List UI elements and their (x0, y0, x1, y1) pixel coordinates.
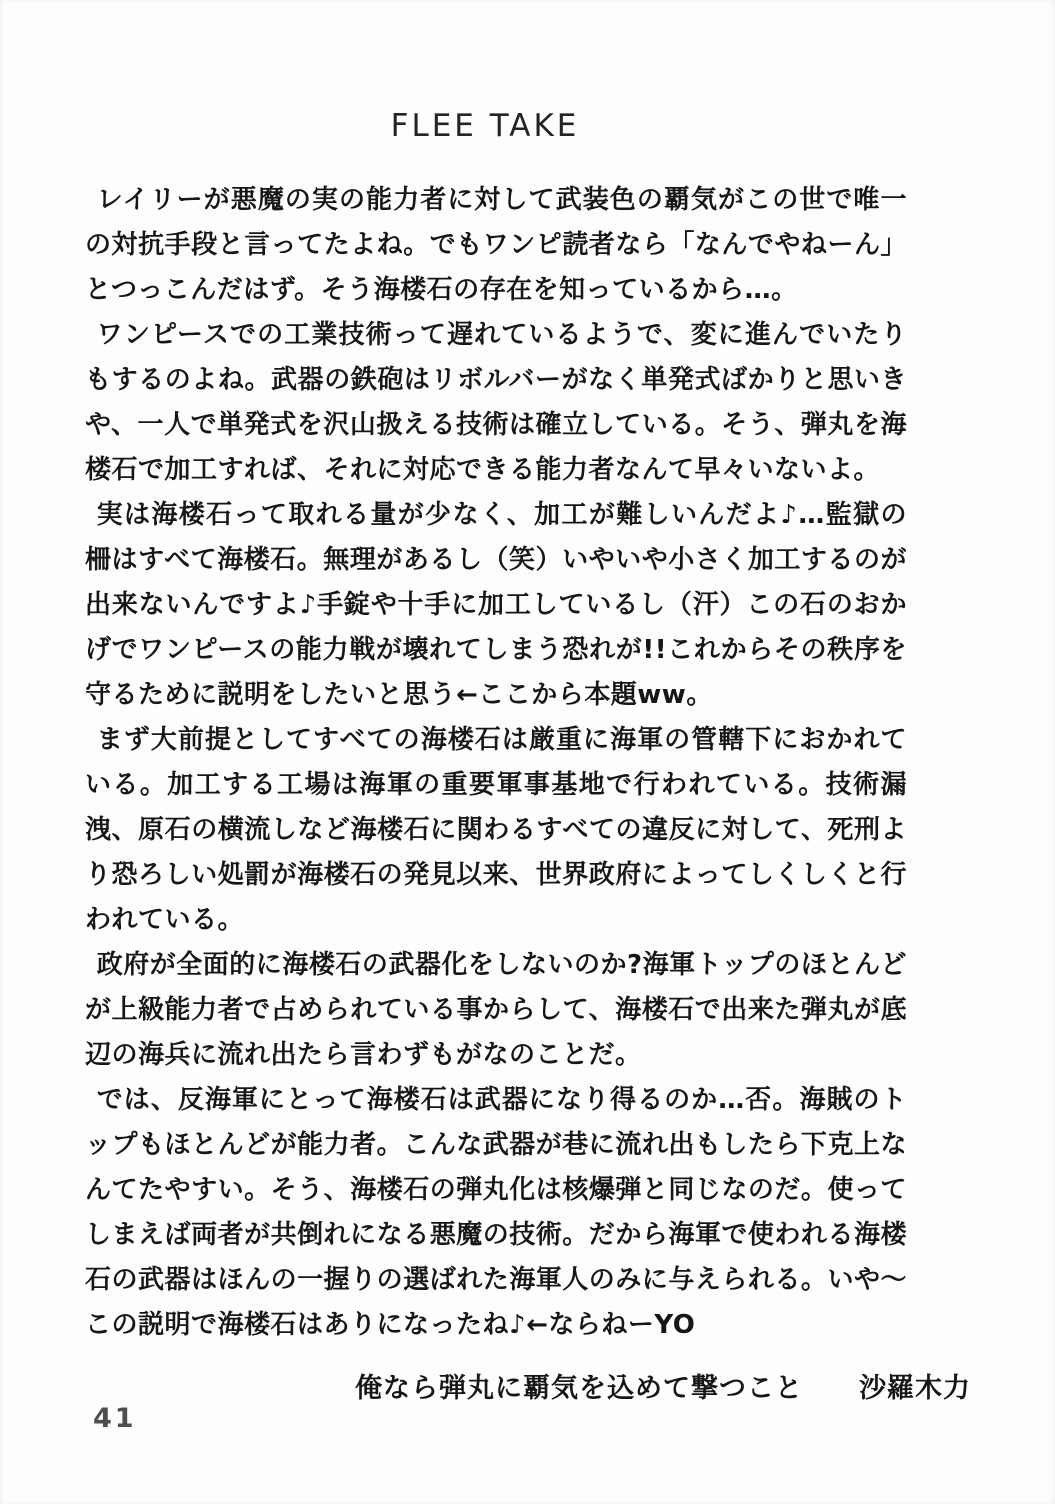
page-title: FLEE TAKE (390, 108, 580, 144)
body-text (85, 178, 907, 1348)
paragraph-5: 政府が全面的に海楼石の武器化をしないのか?海軍トップのほとんどが上級能力者で占められている事からして、海楼石で出来た弾丸が底辺の海兵に流れ出たら言わずもがなのことだ。 (85, 950, 907, 1070)
paragraph-4: まず大前提としてすべての海楼石は厳重に海軍の管轄下におかれている。加工する工場は海軍の重要軍事基地で行われている。技術漏洩、原石の横流しなど海楼石に関わるすべての違反に対して、死刑より恐ろしい処罰が海楼石の発見以来、世界政府によってしくしくと行われている。 (85, 725, 907, 935)
page-number: 41 (93, 1403, 137, 1434)
paragraph-2: ワンピースでの工業技術って遅れているようで、変に進んでいたりもするのよね。武器の鉄砲はリボルバーがなく単発式ばかりと思いきや、一人で単発式を沢山扱える技術は確立している。そう、弾丸を海楼石で加工すれば、それに対応できる能力者なんて早々いないよ。 (85, 320, 907, 485)
paragraph-1: レイリーが悪魔の実の能力者に対して武装色の覇気がこの世で唯一の対抗手段と言ってたよね。でもワンピ読者なら「なんでやねーん」とつっこんだはず。そう海楼石の存在を知っているから…。 (85, 185, 907, 305)
paragraph-6: では、反海軍にとって海楼石は武器になり得るのか…否。海賊のトップもほとんどが能力者。こんな武器が巷に流れ出もしたら下克上なんてたやすい。そう、海楼石の弾丸化は核爆弾と同じなのだ。使ってしまえば両者が共倒れになる悪魔の技術。だから海軍で使われる海楼石の武器はほんの一握りの選ばれた海軍人のみに与えられる。いや～この説明で海楼石はありになったね♪←ならねーYO (85, 1085, 907, 1340)
paragraph-3: 実は海楼石って取れる量が少なく、加工が難しいんだよ♪…監獄の柵はすべて海楼石。無理があるし（笑）いやいや小さく加工するのが出来ないんですよ♪手錠や十手に加工しているし（汗）この石のおかげでワンピースの能力戦が壊れてしまう恐れが!!これからその秩序を守るために説明をしたいと思う←ここから本題ww。 (85, 500, 907, 710)
footer-note: 俺なら弾丸に覇気を込めて撃つこと 沙羅木力 (355, 1373, 971, 1404)
